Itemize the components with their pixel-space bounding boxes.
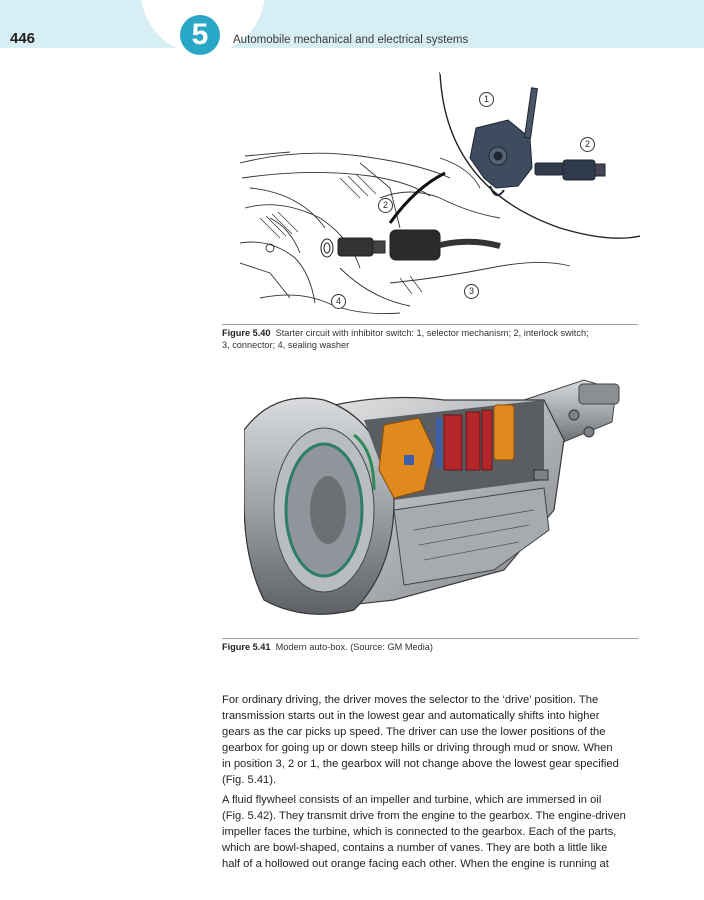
figure-5-41-rule [222, 638, 638, 639]
caption-line-2: 3, connector; 4, sealing washer [222, 340, 350, 350]
text-line: (Fig. 5.41). [222, 774, 277, 786]
text-line: in position 3, 2 or 1, the gearbox will not change above the lowest gear specified [222, 758, 619, 770]
callout-3: 3 [464, 284, 479, 299]
text-line: For ordinary driving, the driver moves the selector to the ‘drive’ position. The [222, 694, 599, 706]
body-paragraph-1 [222, 692, 642, 788]
callout-2: 2 [378, 198, 393, 213]
figure-5-40-illustration [240, 68, 640, 324]
text-line: impeller faces the turbine, which is connected to the gearbox. Each of the parts, [222, 826, 617, 838]
text-line: transmission starts out in the lowest gear and automatically shifts into higher [222, 710, 600, 722]
figure-5-40-caption [222, 327, 589, 351]
text-line: A fluid flywheel consists of an impeller and turbine, which are immersed in oil [222, 794, 602, 806]
figure-5-40-rule [222, 324, 638, 325]
caption-label: Figure 5.41 [222, 642, 271, 652]
callout-4: 4 [331, 294, 346, 309]
caption-text: Modern auto-box. (Source: GM Media) [275, 642, 433, 652]
callout-2-inset: 2 [580, 137, 595, 152]
page-number: 446 [10, 30, 36, 47]
body-paragraph-2 [222, 792, 642, 872]
text-line: gearbox for going up or down steep hills or driving through mud or snow. When [222, 742, 613, 754]
running-title: Automobile mechanical and electrical systems [233, 34, 469, 46]
caption-label: Figure 5.40 [222, 328, 271, 338]
text-line: which are bowl-shaped, contains a number of vanes. They are both a little like [222, 842, 608, 854]
text-line: (Fig. 5.42). They transmit drive from the engine to the gearbox. The engine-driven [222, 810, 626, 822]
text-line: gears as the car picks up speed. The driver can use the lower positions of the [222, 726, 606, 738]
callout-1: 1 [479, 92, 494, 107]
text-line: half of a hollowed out orange facing each other. When the engine is running at [222, 858, 609, 870]
figure-5-41-illustration [244, 360, 634, 628]
caption-line-1: Starter circuit with inhibitor switch: 1, selector mechanism; 2, interlock switch; [275, 328, 589, 338]
figure-5-41-caption [222, 641, 433, 653]
chapter-badge: 5 [180, 15, 220, 55]
